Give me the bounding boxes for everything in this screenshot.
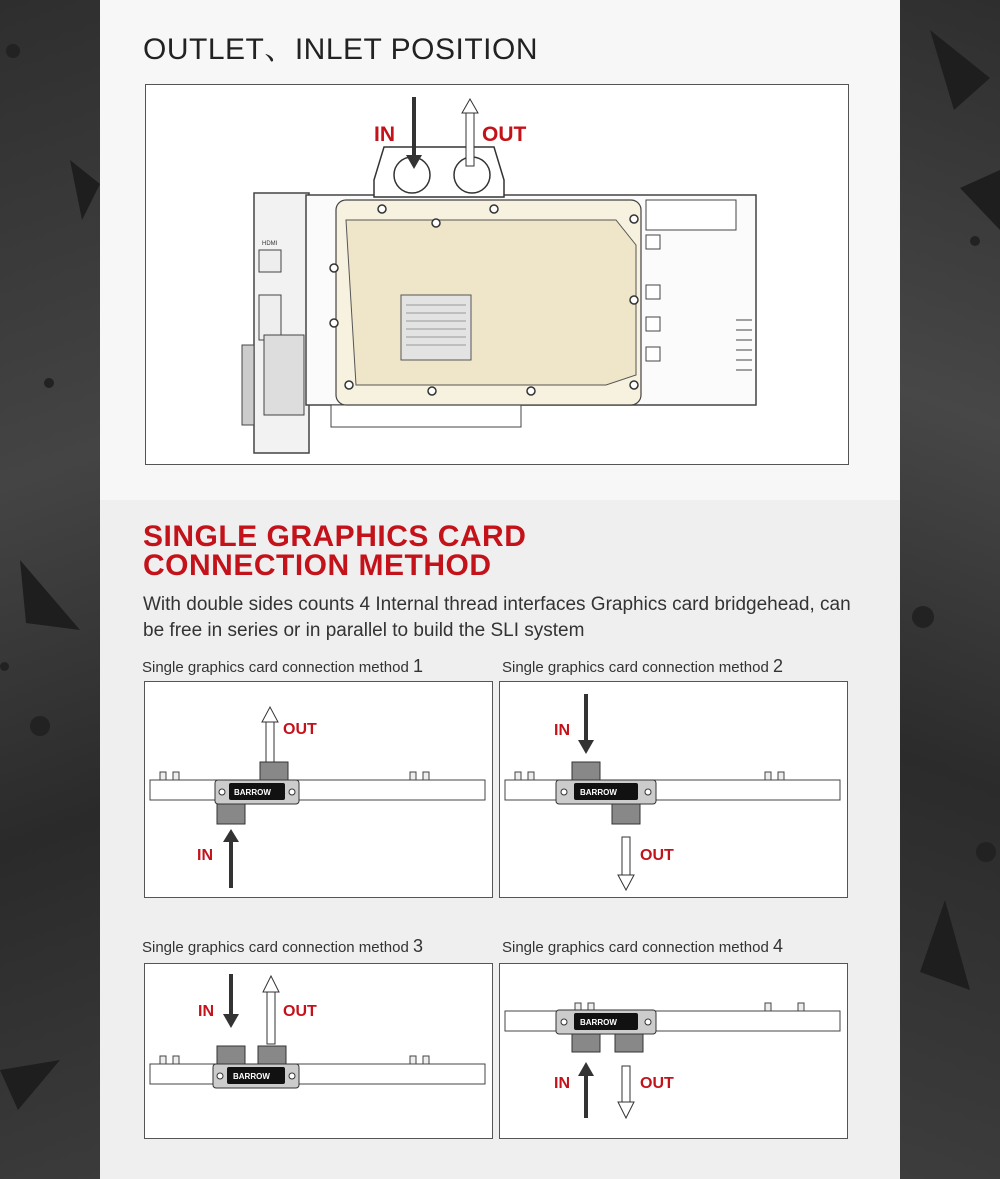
- pcie-connector: [331, 405, 521, 427]
- connection-method-section: [100, 500, 900, 1179]
- method-1-caption: Single graphics card connection method 1: [142, 656, 424, 676]
- gpu-water-block-diagram: [146, 85, 848, 464]
- io-port-stack: [264, 335, 304, 415]
- section-title-outlet-inlet: OUTLET、INLET POSITION: [143, 33, 539, 66]
- inlet-arrow-icon: [223, 829, 239, 842]
- outlet-arrow-icon: [263, 976, 279, 992]
- outlet-arrow-icon: [618, 875, 634, 890]
- outlet-arrow-shaft: [466, 111, 474, 166]
- section-title-connection: [143, 522, 526, 580]
- out-label: OUT: [482, 123, 527, 146]
- out-label: OUT: [640, 847, 674, 864]
- method-2-caption: Single graphics card connection method 2: [502, 656, 784, 676]
- inlet-arrow-icon: [223, 1014, 239, 1028]
- hdmi-label: HDMI: [262, 241, 278, 247]
- out-label: OUT: [283, 721, 317, 738]
- method-3-diagram: [144, 963, 493, 1139]
- out-label: OUT: [640, 1075, 674, 1092]
- outlet-arrow-icon: [262, 707, 278, 722]
- out-label: OUT: [283, 1003, 317, 1020]
- outlet-arrow-icon: [462, 99, 478, 113]
- right-decorative-background: [900, 0, 1000, 1179]
- io-port: [259, 295, 281, 340]
- in-label: IN: [374, 123, 395, 146]
- in-label: IN: [554, 722, 570, 739]
- io-port: [259, 250, 281, 272]
- bracket-tab: [242, 345, 254, 425]
- brand-text: BARROW: [580, 788, 617, 797]
- inlet-arrow-icon: [578, 1062, 594, 1076]
- outlet-inlet-section: [100, 0, 900, 500]
- method-4-caption: Single graphics card connection method 4: [502, 936, 784, 956]
- in-label: IN: [198, 1003, 214, 1020]
- method-2-diagram: [499, 681, 848, 898]
- gpu-block-diagram-frame: [145, 84, 849, 465]
- in-label: IN: [554, 1075, 570, 1092]
- brand-text: BARROW: [233, 1072, 270, 1081]
- section-description: With double sides counts 4 Internal thread interfaces Graphics card bridgehead, can be free in series or in parallel to build the SLI system: [143, 594, 851, 641]
- method-3-caption: Single graphics card connection method 3: [142, 936, 424, 956]
- in-label: IN: [197, 847, 213, 864]
- left-decorative-background: [0, 0, 100, 1179]
- title-line-1: SINGLE GRAPHICS CARD: [143, 520, 527, 553]
- outlet-arrow-icon: [618, 1102, 634, 1118]
- brand-text: BARROW: [234, 788, 271, 797]
- method-4-diagram: [499, 963, 848, 1139]
- coolant-channel: [346, 220, 636, 385]
- title-line-2: CONNECTION METHOD: [143, 549, 492, 582]
- brand-text: BARROW: [580, 1018, 617, 1027]
- inlet-arrow-icon: [578, 740, 594, 754]
- method-1-diagram: [144, 681, 493, 898]
